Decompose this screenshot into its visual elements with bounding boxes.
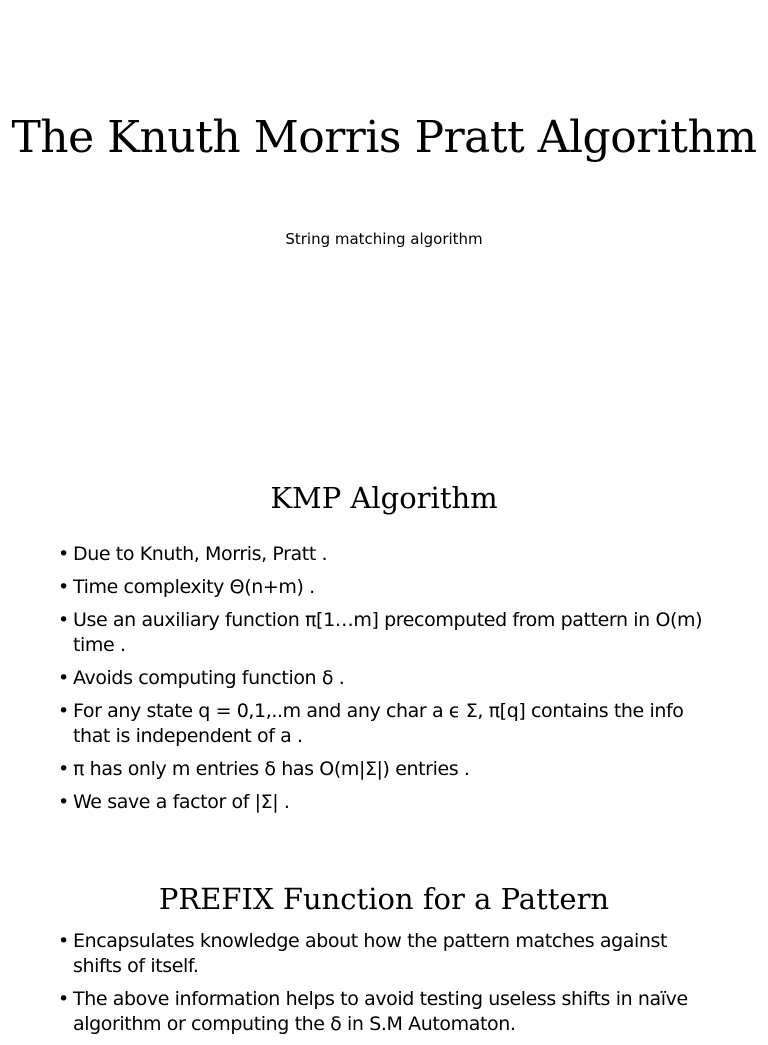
kmp-bullet: • Use an auxiliary function π[1…m] precomputed from pattern in O(m) time . — [58, 608, 718, 658]
kmp-bullet: • Due to Knuth, Morris, Pratt . — [58, 542, 718, 567]
prefix-bullet-list — [58, 929, 718, 1045]
kmp-bullet-list — [58, 542, 718, 823]
kmp-bullet: • Time complexity Θ(n+m) . — [58, 575, 718, 600]
kmp-bullet: • Avoids computing function δ . — [58, 666, 718, 691]
kmp-bullet: • For any state q = 0,1,..m and any char a ϵ Σ, π[q] contains the info that is independent of a . — [58, 699, 718, 749]
slide-subtitle: String matching algorithm — [285, 230, 483, 248]
kmp-bullet: • π has only m entries δ has O(m|Σ|) entries . — [58, 757, 718, 782]
prefix-heading: PREFIX Function for a Pattern — [158, 882, 610, 916]
slide-title: The Knuth Morris Pratt Algorithm — [11, 112, 757, 163]
kmp-bullet: • We save a factor of |Σ| . — [58, 790, 718, 815]
kmp-heading: KMP Algorithm — [270, 481, 498, 515]
prefix-bullet: • The above information helps to avoid testing useless shifts in naïve algorithm or computing the δ in S.M Automaton. — [58, 987, 718, 1037]
prefix-bullet: • Encapsulates knowledge about how the pattern matches against shifts of itself. — [58, 929, 718, 979]
